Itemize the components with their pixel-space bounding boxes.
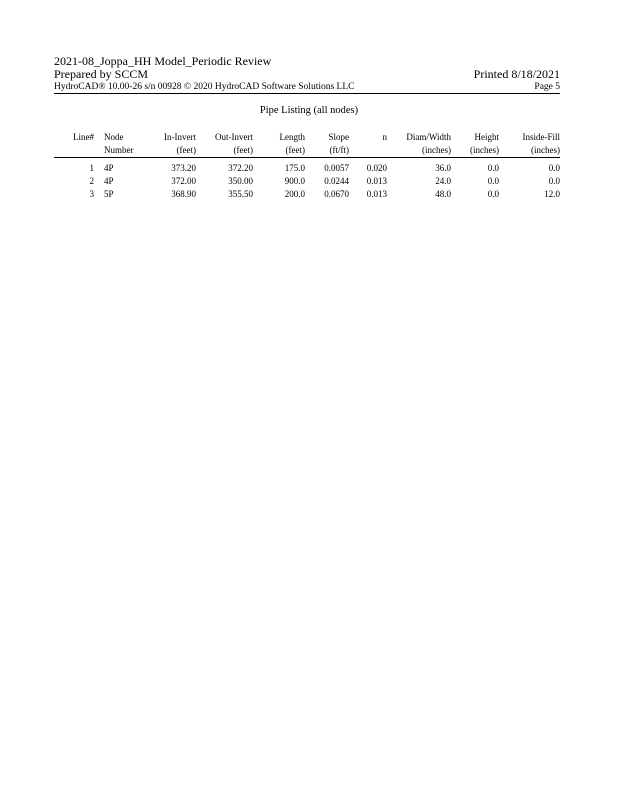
cell-out-invert: 355.50 [228, 189, 253, 199]
project-name: 2021-08_Joppa_HH Model_Periodic Review [54, 54, 272, 68]
cell-n: 0.013 [366, 176, 387, 186]
cell-in-invert: 373.20 [171, 163, 196, 173]
page-title: Pipe Listing (all nodes) [259, 105, 359, 116]
cell-in-invert: 372.00 [171, 176, 196, 186]
cell-node: 4P [104, 176, 114, 186]
cell-line: 1 [89, 163, 94, 173]
prepared-by: Prepared by SCCM [54, 67, 148, 81]
col-fill: Inside-Fill [522, 132, 560, 142]
printed-date: Printed 8/18/2021 [473, 67, 560, 81]
cell-out-invert: 350.00 [228, 176, 253, 186]
col-node: Node [104, 132, 124, 142]
col-slope: Slope [328, 132, 349, 142]
cell-height: 0.0 [487, 176, 499, 186]
cell-slope: 0.0670 [324, 189, 349, 199]
cell-n: 0.013 [366, 189, 387, 199]
table-row [54, 175, 560, 188]
table-row [54, 158, 560, 176]
unit-height: (inches) [451, 144, 499, 158]
col-length: Length [279, 132, 305, 142]
software-line [54, 81, 560, 94]
cell-line: 3 [89, 189, 94, 199]
cell-node: 5P [104, 189, 114, 199]
table-row [54, 188, 560, 201]
cell-in-invert: 368.90 [171, 189, 196, 199]
unit-n [349, 144, 387, 158]
cell-diam: 24.0 [435, 176, 451, 186]
cell-height: 0.0 [487, 163, 499, 173]
unit-in-invert: (feet) [144, 144, 196, 158]
cell-out-invert: 372.20 [228, 163, 253, 173]
cell-length: 200.0 [284, 189, 305, 199]
software-info: HydroCAD® 10.00-26 s/n 00928 © 2020 HydroCAD Software Solutions LLC [54, 82, 355, 92]
cell-slope: 0.0057 [324, 163, 349, 173]
unit-row [54, 144, 560, 158]
unit-fill: (inches) [499, 144, 560, 158]
report-header [54, 55, 560, 94]
prepared-line [54, 68, 560, 81]
unit-out-invert: (feet) [196, 144, 253, 158]
col-n: n [382, 132, 387, 142]
unit-slope: (ft/ft) [305, 144, 349, 158]
col-line: Line# [73, 132, 94, 142]
cell-n: 0.020 [366, 163, 387, 173]
page-number: Page 5 [534, 82, 560, 92]
cell-node: 4P [104, 163, 114, 173]
cell-height: 0.0 [487, 189, 499, 199]
cell-line: 2 [89, 176, 94, 186]
cell-diam: 48.0 [435, 189, 451, 199]
col-in-invert: In-Invert [164, 132, 196, 142]
cell-diam: 36.0 [435, 163, 451, 173]
col-height: Height [474, 132, 499, 142]
cell-fill: 12.0 [544, 189, 560, 199]
cell-length: 900.0 [284, 176, 305, 186]
cell-fill: 0.0 [548, 163, 560, 173]
unit-node: Number [94, 144, 144, 158]
unit-length: (feet) [253, 144, 305, 158]
cell-fill: 0.0 [548, 176, 560, 186]
unit-diam: (inches) [387, 144, 451, 158]
unit-line [54, 144, 94, 158]
cell-length: 175.0 [284, 163, 305, 173]
pipe-listing-table [54, 131, 560, 201]
col-out-invert: Out-Invert [215, 132, 253, 142]
header-row [54, 131, 560, 144]
cell-slope: 0.0244 [324, 176, 349, 186]
col-diam: Diam/Width [406, 132, 451, 142]
